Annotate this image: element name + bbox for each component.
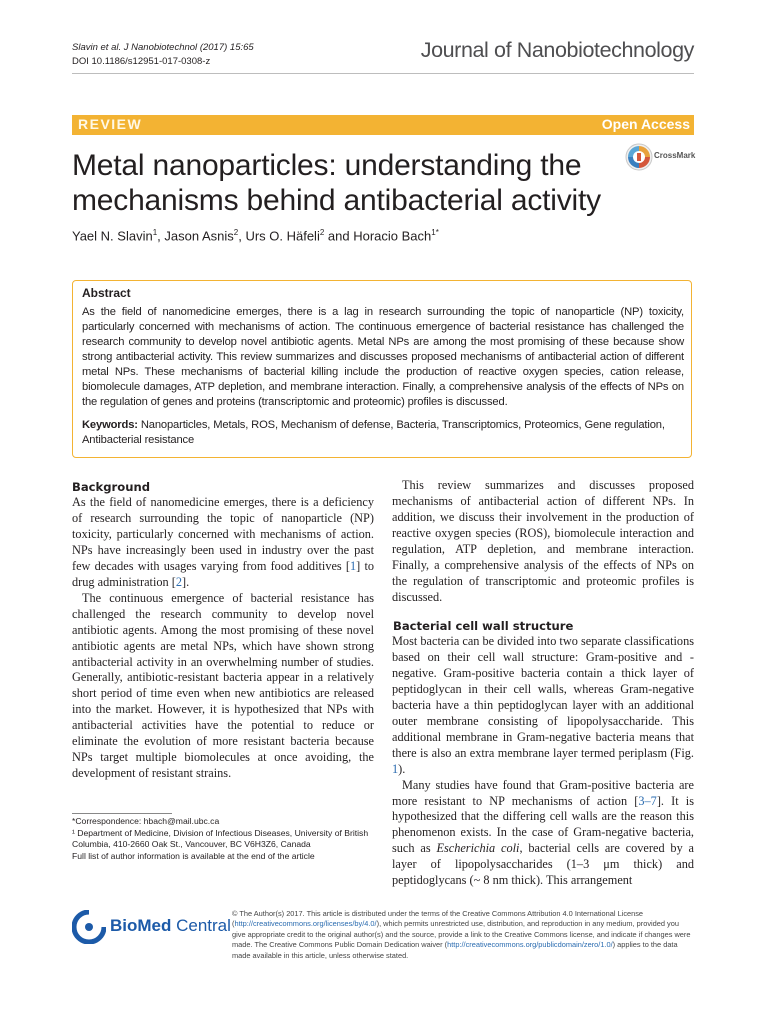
reference-link[interactable]: 3–7	[638, 793, 657, 808]
author[interactable]: Yael N. Slavin	[72, 228, 153, 244]
crossmark-icon[interactable]	[624, 142, 654, 172]
paragraph	[392, 778, 694, 890]
text-run: As the field of nanomedicine emerges, there is a deficiency of research surrounding the topic of nanoparticle (NP) toxicity, particularly concerned with mechanisms of action. NPs have increasingly been used in industry over the past few decades with usages varying from food additives [	[72, 495, 374, 573]
background-body	[72, 495, 374, 782]
title-line-2: mechanisms behind antibacterial activity	[72, 184, 601, 217]
article-type-label: REVIEW	[78, 116, 143, 132]
reference-link[interactable]: 2	[175, 574, 182, 589]
publisher-name[interactable]	[110, 916, 231, 936]
text-run: ) applies to the data made available in this article, unless otherwise stated.	[232, 940, 678, 960]
article-title	[72, 148, 612, 218]
header-divider	[72, 73, 694, 74]
keywords-label: Keywords:	[82, 419, 138, 431]
author-affiliation: 2	[233, 228, 239, 237]
paragraph	[72, 495, 374, 591]
doi-link[interactable]: DOI 10.1186/s12951-017-0308-z	[72, 55, 211, 67]
text-run: , bacterial cells are covered by a layer of lipopolysaccharides (1–3 μm thick) and peptidoglycans (~ 8 nm thick). This arrangement	[392, 841, 694, 888]
open-access-label: Open Access	[601, 116, 690, 132]
paragraph: The continuous emergence of bacterial resistance has challenged the research community to develop novel antibiotic agents. Among the most promising of these novel antibiotic agents are metal NPs, which have shown strong antibacterial activity in an overwhelming number of studies. Generally, antibiotic-resistant bacteria appear in a relatively short period of time even when new antibiotics are released into the market. However, it is hypothesized that NPs with antibacterial activities have the potential to reduce or eliminate the evolution of more resistant bacteria because NPs target multiple biomolecules at once avoiding, the development of resistant strains.	[72, 590, 374, 781]
publisher-name-rest: Central	[171, 916, 231, 935]
text-run: ]. It is hypothesized that the differing cell walls are the reason this phenomenon exists. In the case of Gram-negative bacteria, such as	[392, 793, 695, 856]
citation-authors: Slavin et al. J Nanobiotechnol	[72, 42, 198, 53]
text-run: ), which permits unrestricted use, distribution, and reproduction in any medium, provided you give appropriate credit to the original author(s) and the source, provide a link to the Creative Commons license, and indicate if changes were made. The Creative Commons Public Domain Dedication waiver (	[232, 919, 691, 950]
author-separator: ,	[238, 228, 246, 244]
author-affiliation: 2	[319, 228, 325, 237]
author-separator: ,	[157, 228, 165, 244]
reference-link[interactable]: 1	[350, 558, 357, 573]
biomed-central-logo-icon[interactable]	[72, 910, 106, 944]
text-run: Many studies have found that Gram-positive bacteria are more resistant to NP mechanisms of action [	[392, 777, 694, 808]
cell-wall-heading: Bacterial cell wall structure	[393, 619, 574, 633]
crossmark-label[interactable]: CrossMark	[654, 151, 696, 160]
keywords	[82, 418, 684, 448]
paragraph	[392, 634, 694, 778]
text-run: © The Author(s) 2017. This article is distributed under the terms of the Creative Commons Attribution 4.0 International License (	[232, 909, 644, 929]
author-affiliation: 1	[152, 228, 158, 237]
author[interactable]: Urs O. Häfeli	[245, 228, 320, 244]
background-body-continued	[392, 478, 694, 606]
article-type-banner	[72, 115, 694, 135]
text-run: ] to drug administration [	[72, 558, 375, 589]
cell-wall-body	[392, 634, 694, 889]
citation-year-pages: (2017) 15:65	[199, 42, 254, 53]
correspondence[interactable]: *Correspondence: hbach@mail.ubc.ca	[72, 816, 220, 826]
journal-name[interactable]: Journal of Nanobiotechnology	[420, 38, 694, 62]
title-line-1: Metal nanoparticles: understanding the	[72, 149, 582, 182]
text-run: Most bacteria can be divided into two separate classifications based on their cell wall structure: Gram-positive and -negative. Gram-positive bacteria contain a thick layer of peptidoglycan in their cell walls, whereas Gram-negative bacteria have a thin peptidoglycan layer with an additional outer membrane consisting of lipopolysaccharide. This additional membrane in Gram-negative bacteria means that there is also an extra membrane layer termed periplasm (Fig.	[392, 634, 694, 760]
paragraph: This review summarizes and discusses proposed mechanisms of antibacterial action of different NPs. In addition, we discuss their involvement in the production of reactive oxygen species (ROS), biomolecule interaction and regulation, ATP depletion, and membrane interaction. Finally, a comprehensive analysis of the effects of NPs on the regulation of transcriptomic and proteomic profiles is discussed.	[392, 478, 694, 604]
author-list	[72, 228, 439, 243]
affiliation: ¹ Department of Medicine, Division of Infectious Diseases, University of British Columbia, 410-2660 Oak St., Vancouver, BC V6H3Z6, Canada	[72, 827, 369, 850]
footnote	[72, 816, 372, 862]
text-run: ).	[398, 761, 406, 776]
text-run: ].	[181, 574, 190, 589]
author-info-note: Full list of author information is available at the end of the article	[72, 850, 315, 861]
figure-link[interactable]: 1	[392, 761, 399, 776]
license-link[interactable]: http://creativecommons.org/licenses/by/4.0/	[234, 919, 377, 929]
author-separator: and	[324, 228, 354, 244]
publisher-name-bold: BioMed	[110, 916, 172, 935]
public-domain-link[interactable]: http://creativecommons.org/publicdomain/zero/1.0/	[447, 940, 613, 950]
abstract-heading: Abstract	[82, 286, 131, 300]
license-text	[232, 909, 694, 961]
background-heading: Background	[72, 480, 151, 494]
abstract-text: As the field of nanomedicine emerges, there is a lag in research surrounding the topic of nanoparticle (NP) toxicity, particularly concerned with mechanisms of action. The continuous emergence of bacterial resistance has challenged the research community to develop novel antibiotic agents. Metal NPs are among the most promising of these because show strong antibacterial activity. This review summarizes and discusses proposed mechanisms of antibacterial action of different metal NPs. These mechanisms of bacterial killing include the production of reactive oxygen species, cation release, biomolecule damages, ATP depletion, and membrane interaction. Finally, a comprehensive analysis of the effects of NPs on the regulation of genes and proteins (transcriptomic and proteomic) profiles is discussed.	[82, 306, 684, 408]
author[interactable]: Jason Asnis	[164, 228, 234, 244]
author-affiliation: 1*	[431, 228, 439, 237]
citation-header	[72, 41, 254, 68]
species-name: Escherichia coli	[436, 841, 520, 856]
keywords-list: Nanoparticles, Metals, ROS, Mechanism of defense, Bacteria, Transcriptomics, Proteomics, Gene regulation, Antibacterial resistance	[82, 419, 665, 446]
footnote-rule	[72, 813, 172, 814]
author[interactable]: Horacio Bach	[353, 228, 432, 244]
